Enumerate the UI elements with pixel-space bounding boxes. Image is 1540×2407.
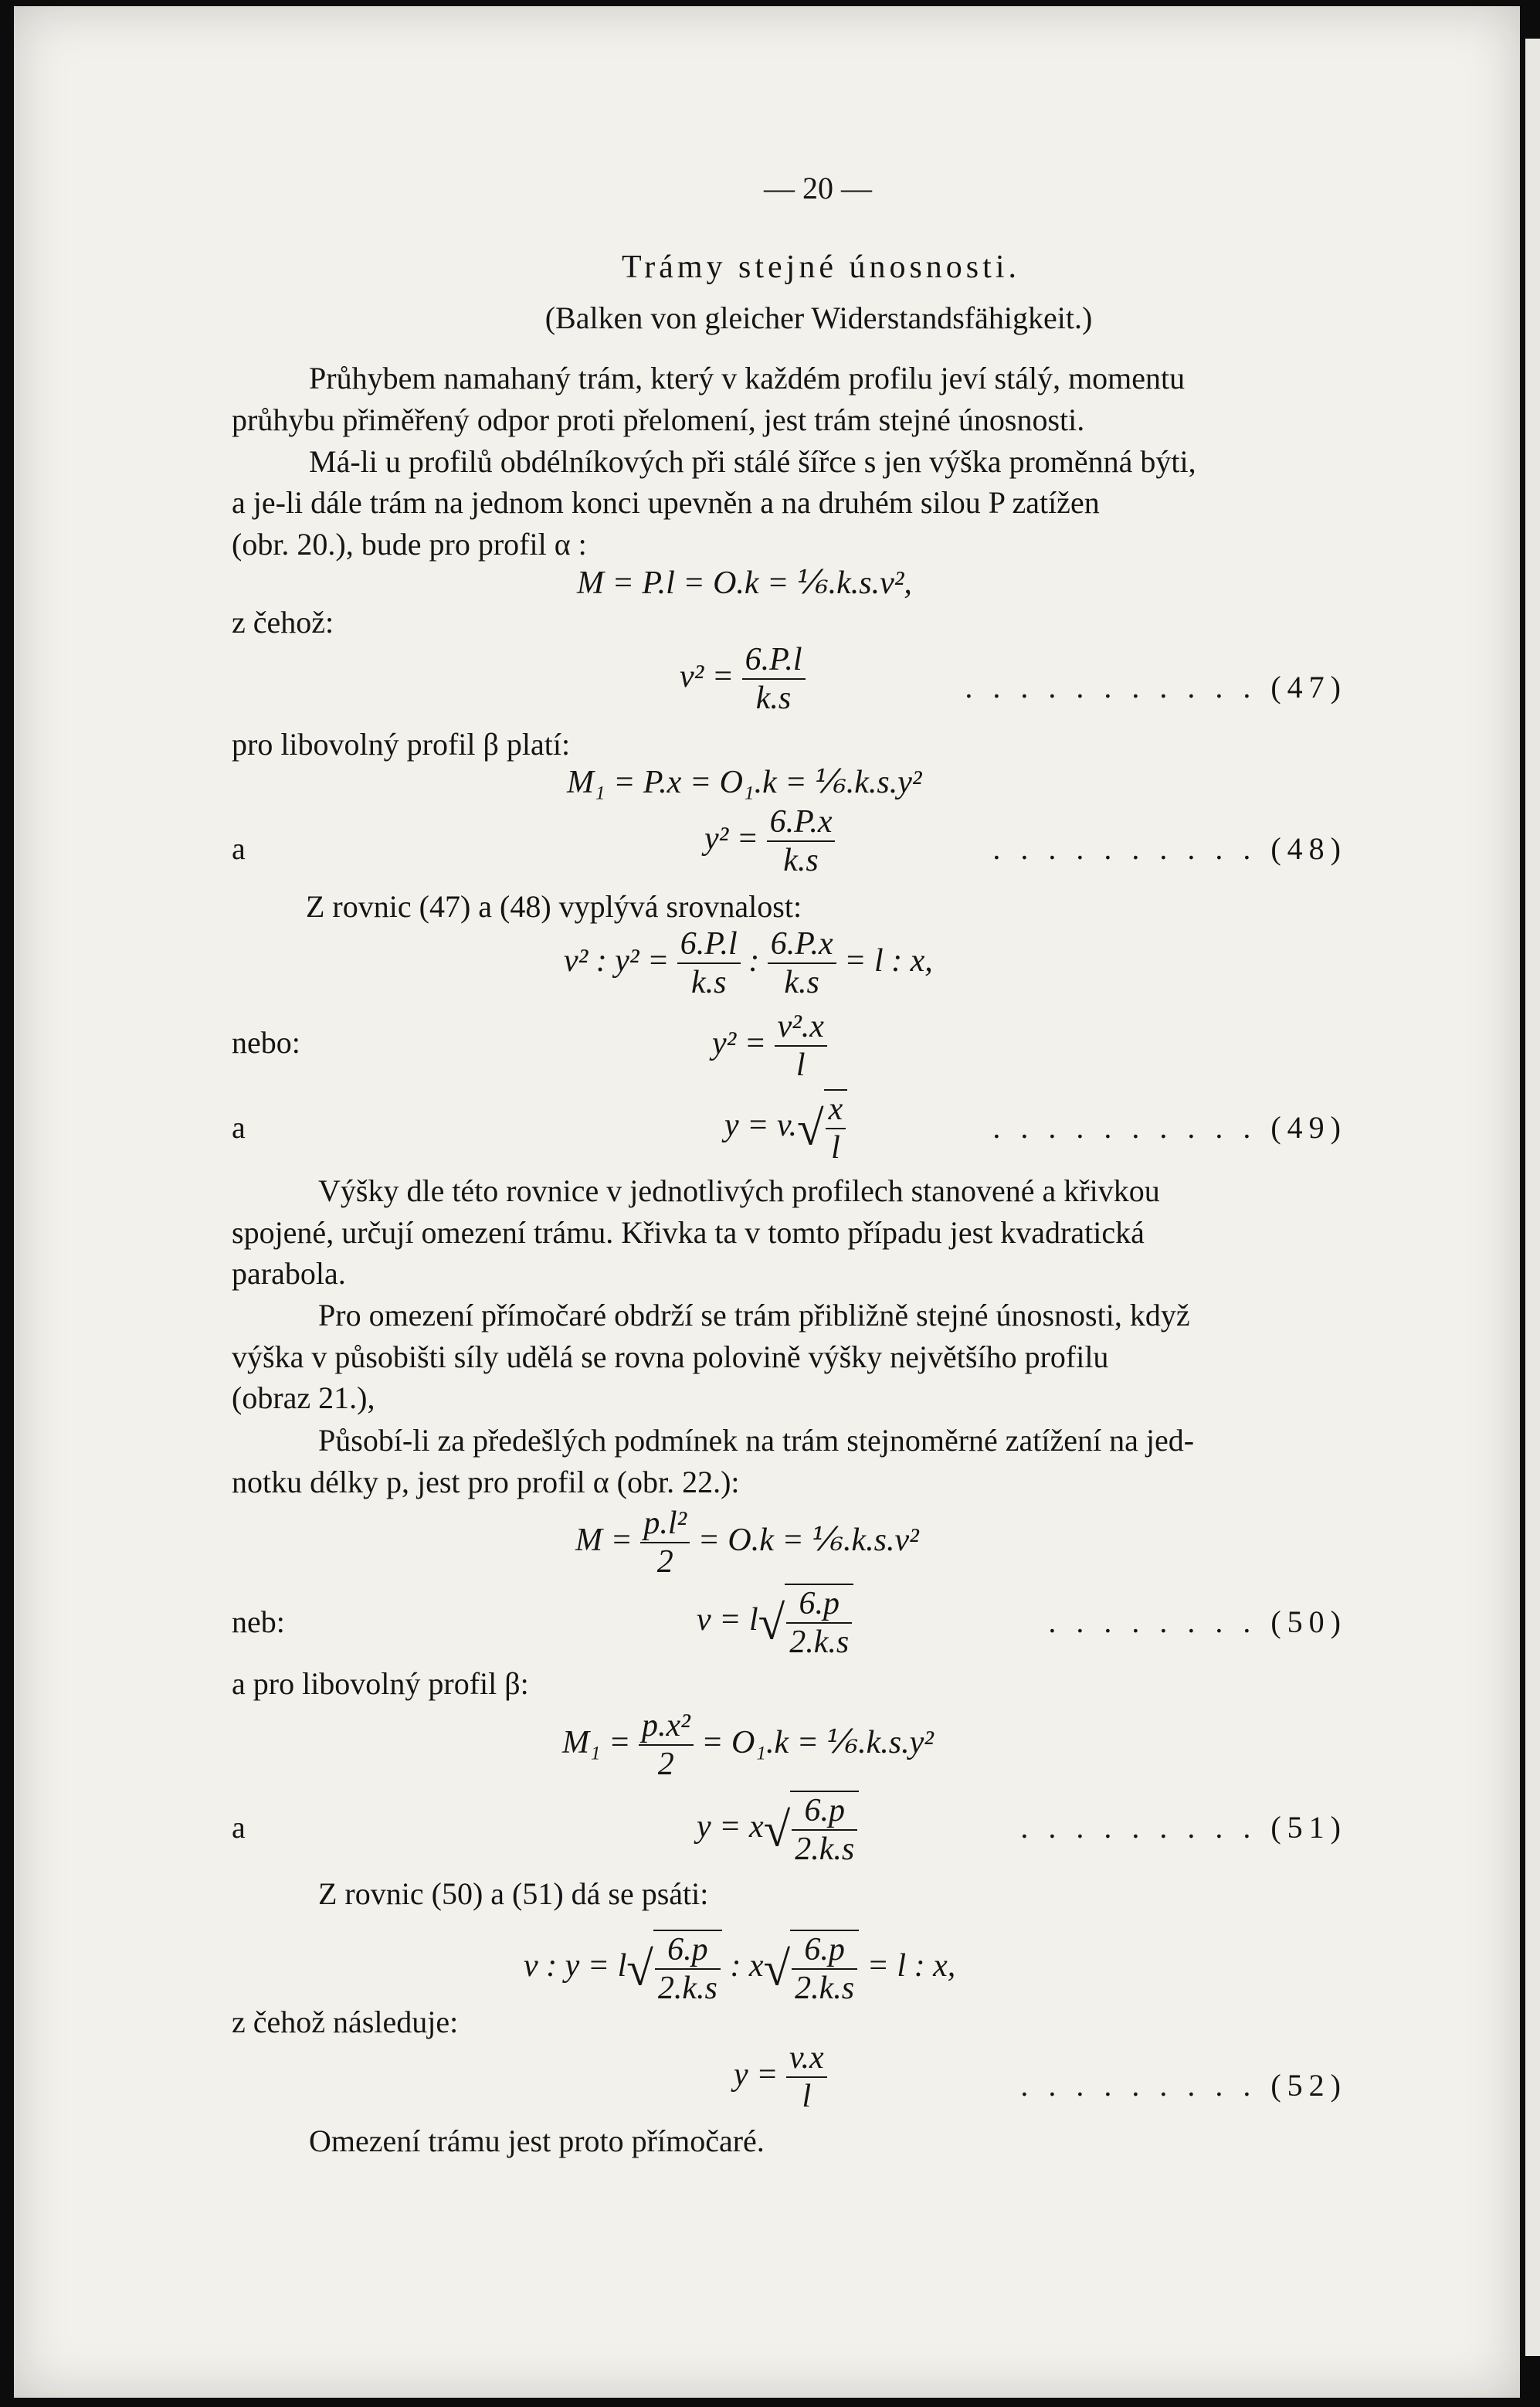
text-line: pro libovolný profil β platí: — [232, 727, 571, 762]
radical-icon: √ — [763, 1802, 791, 1857]
text-line: z čehož: — [232, 605, 334, 640]
fraction — [653, 1930, 722, 2008]
equation — [524, 1930, 955, 2008]
numerator: p.l² — [640, 1505, 690, 1543]
denominator: 2 — [657, 1747, 674, 1783]
leader-dots: . . . . . . . . . — [1020, 2068, 1271, 2103]
numerator: v.x — [786, 2039, 827, 2078]
math-term: y = x — [697, 1808, 764, 1845]
denominator: 2.k.s — [657, 1971, 717, 2007]
math-term: = O.k = ⅙.k.s.v² — [697, 1522, 919, 1558]
text-line: a pro libovolný profil β: — [232, 1666, 529, 1701]
numerator: p.x² — [639, 1707, 694, 1746]
equation-label: (51) — [1270, 1810, 1347, 1845]
leader-dots: . . . . . . . . — [1048, 1604, 1271, 1639]
equation: M = P.l = O.k = ⅙.k.s.v², — [577, 565, 912, 601]
equation-number — [1020, 1809, 1347, 1846]
text-line: Průhybem namahaný trám, který v každém profilu jeví stálý, momentu — [309, 361, 1186, 396]
math-term: M = — [575, 1522, 633, 1558]
radical-icon: √ — [758, 1595, 785, 1650]
text-line: neb: — [232, 1604, 285, 1639]
fraction — [790, 1930, 859, 2008]
text-line: Působí-li za předešlých podmínek na trám stejnoměrné zatížení na jed- — [318, 1423, 1195, 1458]
equation-label: (48) — [1270, 831, 1347, 866]
fraction — [768, 925, 836, 1002]
math-term: = O₁.k = ⅙.k.s.y² — [701, 1724, 934, 1760]
numerator: 6.p — [792, 1931, 857, 1970]
numerator: 6.P.x — [768, 925, 836, 964]
math-term: y = v. — [724, 1107, 798, 1143]
text-line: nebo: — [232, 1025, 300, 1060]
text-line: a — [232, 831, 246, 866]
numerator: 6.P.l — [742, 641, 806, 680]
text-line: průhybu přiměřený odpor proti přelomení, jest trám stejné únosnosti. — [232, 402, 1085, 437]
math-term: M₁ = — [562, 1724, 631, 1760]
equation — [562, 1707, 934, 1784]
equation-49 — [724, 1089, 847, 1167]
fraction — [775, 1008, 827, 1085]
equation — [575, 1505, 919, 1581]
text-line: (obr. 20.), bude pro profil α : — [232, 527, 587, 562]
denominator: k.s — [783, 843, 819, 879]
equation-number — [1048, 1604, 1347, 1641]
text-line: Výšky dle této rovnice v jednotlivých profilech stanovené a křivkou — [318, 1173, 1160, 1208]
fraction — [785, 1584, 853, 1662]
leader-dots: . . . . . . . . . . — [992, 831, 1271, 866]
radical-icon: √ — [763, 1941, 791, 1996]
denominator: 2.k.s — [795, 1832, 855, 1868]
numerator: 6.p — [786, 1585, 852, 1624]
text-line: Má-li u profilů obdélníkových při stálé šířce s jen výška proměnná býti, — [309, 444, 1196, 479]
text-line: spojené, určují omezení trámu. Křivka ta v tomto případu jest kvadratická — [232, 1215, 1145, 1250]
math-term: : x — [730, 1947, 764, 1984]
math-term: v = l — [697, 1601, 758, 1638]
text-line: notku délky p, jest pro profil α (obr. 22.): — [232, 1465, 740, 1499]
text-line: a je-li dále trám na jednom konci upevněn a na druhém silou P zatížen — [232, 485, 1100, 520]
denominator: k.s — [784, 965, 819, 1001]
section-title: Trámy stejné únosnosti. — [622, 250, 1020, 285]
fraction — [639, 1707, 694, 1784]
leader-dots: . . . . . . . . . . — [992, 1110, 1271, 1145]
fraction — [640, 1505, 690, 1581]
fraction — [742, 641, 806, 718]
math-term: y = — [734, 2056, 778, 2093]
equation-number — [965, 669, 1347, 706]
math-term: y² = — [704, 820, 759, 857]
denominator: 2.k.s — [795, 1971, 855, 2007]
equation-51 — [697, 1791, 859, 1869]
denominator: k.s — [691, 965, 727, 1001]
section-subtitle: (Balken von gleicher Widerstandsfähigkeit.) — [544, 300, 1093, 335]
fraction — [786, 2039, 827, 2116]
equation: M₁ = P.x = O₁.k = ⅙.k.s.y² — [567, 765, 922, 800]
fraction — [824, 1089, 848, 1167]
radical-icon: √ — [797, 1101, 824, 1156]
math-term: v² = — [680, 658, 734, 694]
math-term: : — [748, 942, 760, 979]
text-line: a — [232, 1110, 246, 1145]
next-page-edge — [1525, 39, 1540, 2356]
math-term: v : y = l — [524, 1947, 627, 1984]
equation-number — [992, 1109, 1347, 1146]
page-number: — 20 — — [764, 171, 872, 205]
denominator: l — [795, 1047, 806, 1084]
equation-52 — [734, 2039, 827, 2116]
equation-label: (52) — [1270, 2068, 1347, 2103]
fraction — [790, 1791, 859, 1869]
leader-dots: . . . . . . . . . — [1020, 1810, 1271, 1845]
equation-label: (47) — [1270, 670, 1347, 704]
denominator: l — [831, 1130, 840, 1166]
equation-label: (50) — [1270, 1604, 1347, 1639]
text-line: Z rovnic (50) a (51) dá se psáti: — [318, 1876, 709, 1911]
text-line: Omezení trámu jest proto přímočaré. — [309, 2124, 765, 2158]
math-term: = l : x, — [844, 942, 933, 979]
equation-47 — [680, 641, 806, 718]
equation-number — [992, 830, 1347, 867]
numerator: v².x — [775, 1008, 827, 1047]
radical-icon: √ — [626, 1941, 653, 1996]
text-line: Pro omezení přímočaré obdrží se trám přibližně stejné únosnosti, když — [318, 1298, 1190, 1333]
math-term: v² : y² = — [564, 942, 670, 979]
denominator: 2.k.s — [789, 1624, 850, 1661]
numerator: 6.p — [792, 1792, 857, 1831]
equation — [564, 925, 933, 1002]
numerator: 6.P.x — [767, 803, 836, 842]
text-line: parabola. — [232, 1256, 346, 1291]
numerator: x — [826, 1091, 846, 1129]
text-line: a — [232, 1810, 246, 1845]
text-line: Z rovnic (47) a (48) vyplývá srovnalost: — [306, 889, 802, 924]
equation-label: (49) — [1270, 1110, 1347, 1145]
leader-dots: . . . . . . . . . . . — [965, 670, 1271, 704]
text-line: z čehož následuje: — [232, 2005, 459, 2039]
equation-48 — [704, 803, 835, 880]
math-term: y² = — [712, 1025, 767, 1061]
denominator: 2 — [656, 1544, 673, 1580]
fraction — [767, 803, 836, 880]
denominator: k.s — [755, 681, 792, 717]
numerator: 6.p — [655, 1931, 721, 1970]
text-line: (obraz 21.), — [232, 1380, 375, 1415]
equation-number — [1020, 2067, 1347, 2104]
equation-50 — [697, 1584, 853, 1662]
denominator: l — [802, 2079, 812, 2115]
numerator: 6.P.l — [677, 925, 741, 964]
math-term: = l : x, — [867, 1947, 956, 1984]
fraction — [677, 925, 741, 1002]
equation — [712, 1008, 827, 1085]
text-line: výška v působišti síly udělá se rovna polovině výšky největšího profilu — [232, 1339, 1109, 1374]
